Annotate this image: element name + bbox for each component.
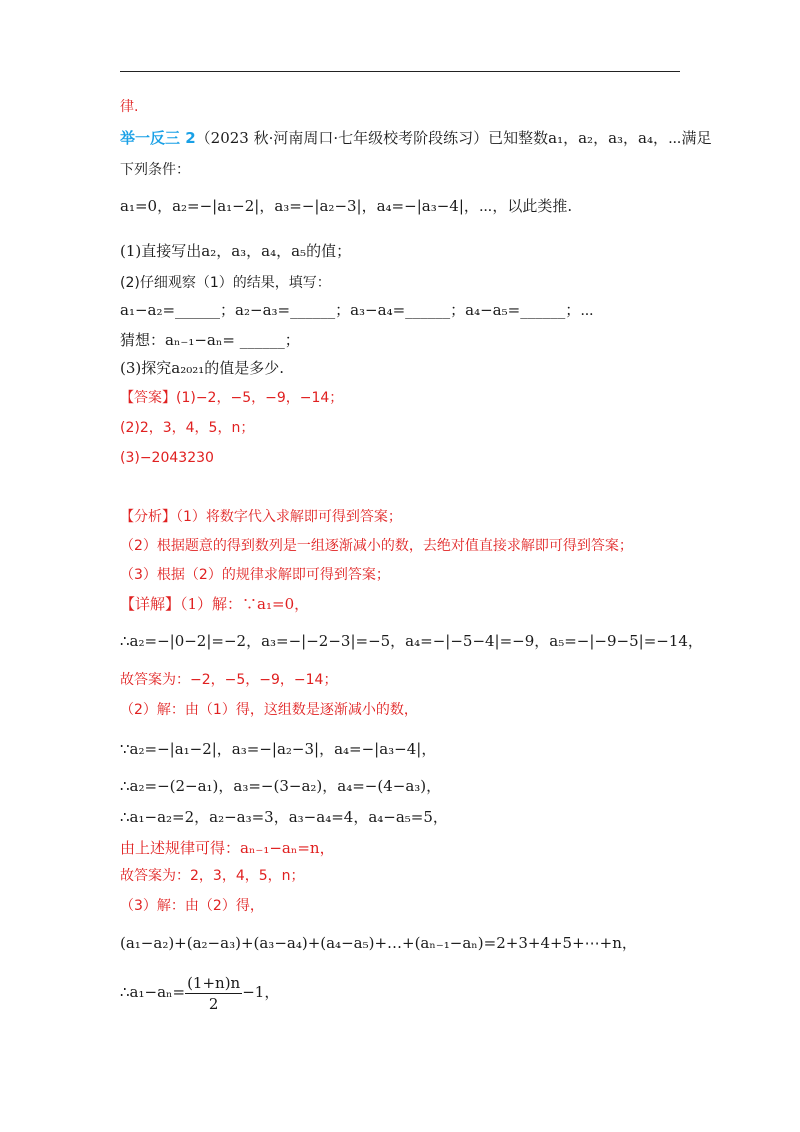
question-2: (2)仔细观察（1）的结果，填写： — [120, 275, 331, 291]
example-heading — [120, 128, 712, 149]
question-2-blanks: a₁−a₂=______；a₂−a₃=______；a₃−a₄=______；a₄−a₅=______；⋯ — [120, 301, 594, 319]
detail-part-2: （2）解：由（1）得，这组数是逐渐减小的数， — [120, 702, 418, 718]
header-rule — [120, 71, 680, 72]
answer-3: (3)−2043230 — [120, 450, 214, 466]
analysis-2: （2）根据题意的得到数列是一组逐渐减小的数，去绝对值直接求解即可得到答案； — [120, 538, 633, 554]
detail-start: 【详解】（1）解：∵a₁=0， — [120, 595, 310, 613]
detail-abs-relations: ∵a₂=−|a₁−2|，a₃=−|a₂−3|，a₄=−|a₃−4|， — [120, 740, 437, 758]
text-continuation: 律. — [120, 99, 139, 115]
detail-result: ∴a₁−aₙ= $\frac{(1+n)n}{2}$ −1， — [120, 973, 280, 1013]
problem-intro: （2023 秋·河南周口·七年级校考阶段练习）已知整数a₁，a₂，a₃，a₄，⋯满足 — [195, 129, 712, 147]
answer-2: (2)2，3，4，5，n； — [120, 420, 255, 436]
question-2-guess: 猜想：aₙ₋₁−aₙ= ______； — [120, 331, 300, 349]
answer-1: 【答案】(1)−2，−5，−9，−14； — [120, 390, 344, 406]
detail-answer-1: 故答案为：−2，−5，−9，−14； — [120, 672, 338, 688]
example-label: 举一反三 2 — [120, 129, 196, 147]
detail-remove-abs: ∴a₂=−(2−a₁)，a₃=−(3−a₂)，a₄=−(4−a₃)， — [120, 777, 442, 795]
detail-differences: ∴a₁−a₂=2，a₂−a₃=3，a₃−a₄=4，a₄−a₅=5， — [120, 808, 448, 826]
question-3: (3)探究a₂₀₂₁的值是多少. — [120, 359, 285, 377]
problem-intro-cont: 下列条件： — [120, 162, 190, 178]
detail-values: ∴a₂=−|0−2|=−2，a₃=−|−2−3|=−5，a₄=−|−5−4|=−9，a₅=−|−9−5|=−14， — [120, 632, 703, 650]
analysis-1: 【分析】（1）将数字代入求解即可得到答案； — [120, 509, 402, 525]
analysis-3: （3）根据（2）的规律求解即可得到答案； — [120, 567, 390, 583]
detail-sum: (a₁−a₂)+(a₂−a₃)+(a₃−a₄)+(a₄−a₅)+…+(aₙ₋₁−aₙ)=2+3+4+5+⋯+n， — [120, 934, 637, 952]
detail-answer-2: 故答案为：2，3，4，5，n； — [120, 868, 305, 884]
question-1: (1)直接写出a₂，a₃，a₄，a₅的值； — [120, 242, 352, 260]
result-fraction: $\frac{(1+n)n}{2}$ — [187, 973, 241, 1013]
detail-rule: 由上述规律可得：aₙ₋₁−aₙ=n， — [120, 839, 335, 857]
sequence-definition: a₁=0，a₂=−|a₁−2|，a₃=−|a₂−3|，a₄=−|a₃−4|，⋯，以此类推. — [120, 197, 573, 215]
detail-part-3: （3）解：由（2）得， — [120, 898, 264, 914]
